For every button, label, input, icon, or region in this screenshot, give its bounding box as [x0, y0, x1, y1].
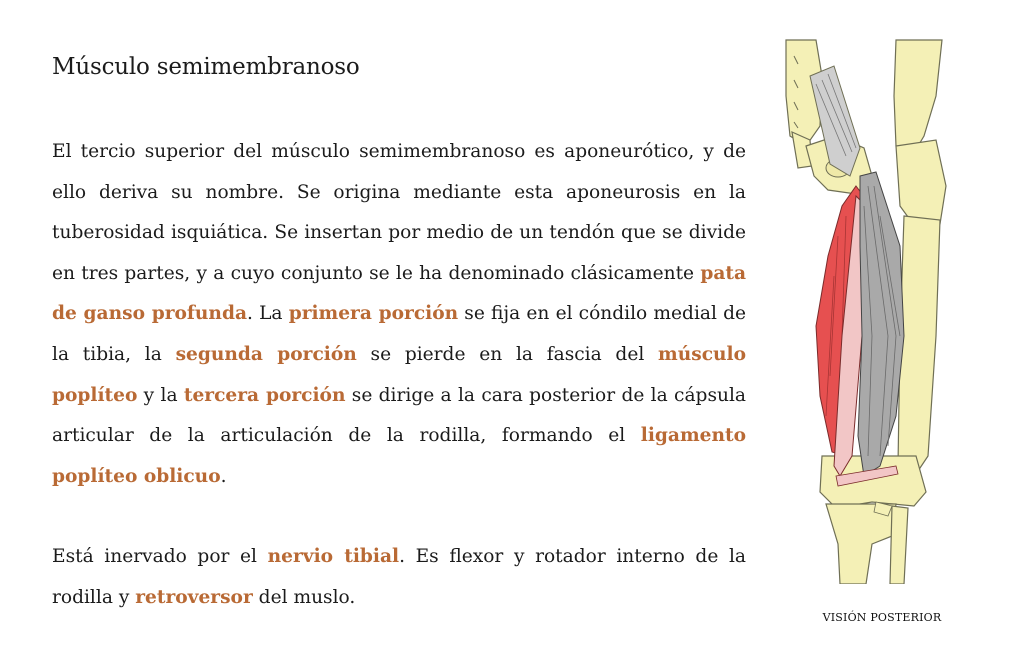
illustration-caption: VISIÓN POSTERIOR	[822, 611, 942, 624]
link-retroversor[interactable]: retroversor	[135, 586, 253, 608]
link-musculo-popliteo[interactable]: músculo poplíteo	[52, 343, 746, 406]
text-segment: se fija en el cóndilo medial de la tibia, la	[52, 303, 747, 365]
ilium-bone	[894, 40, 942, 156]
greater-trochanter	[896, 140, 946, 228]
text-segment: Está inervado por el	[52, 546, 268, 568]
text-segment: . Es flexor y rotador interno de la rodilla y	[52, 546, 746, 608]
link-primera-porcion[interactable]: primera porción	[288, 303, 459, 325]
link-segunda-porcion[interactable]: segunda porción	[175, 343, 357, 365]
link-nervio-tibial[interactable]: nervio tibial	[267, 546, 400, 568]
text-segment: del muslo.	[252, 586, 356, 608]
text-segment: El tercio superior del músculo semimembranoso es aponeurótico, y de ello deriva su nombre. Se origina mediante esta aponeurosis en la tuberosidad isquiática. Se insertan por medio de un tendón que se divide en tres partes, y a cuyo conjunto se le ha denominado clásicamente	[52, 141, 746, 284]
femur-bone	[898, 216, 940, 474]
link-tercera-porcion[interactable]: tercera porción	[183, 384, 346, 406]
anatomy-illustration	[776, 36, 952, 584]
text-segment: se dirige a la cara posterior de la cápsula articular de la articulación de la rodilla, formando el	[52, 384, 746, 447]
link-pata-de-ganso-profunda[interactable]: pata de ganso profunda	[52, 262, 746, 325]
paragraph-description	[52, 132, 746, 497]
paragraph-function	[52, 537, 746, 618]
text-segment: . La	[247, 303, 289, 325]
article-body	[52, 132, 746, 619]
fibula-bone	[890, 506, 908, 584]
text-segment: se pierde en la fascia del	[356, 343, 659, 365]
link-ligamento-popliteo-oblicuo[interactable]: ligamento poplíteo oblicuo	[52, 425, 746, 487]
semimembranosus-muscle	[858, 172, 904, 476]
tibia-bone	[826, 504, 896, 584]
text-segment: y la	[137, 384, 184, 406]
page-title: Músculo semimembranoso	[52, 54, 360, 80]
text-segment: .	[220, 465, 227, 487]
